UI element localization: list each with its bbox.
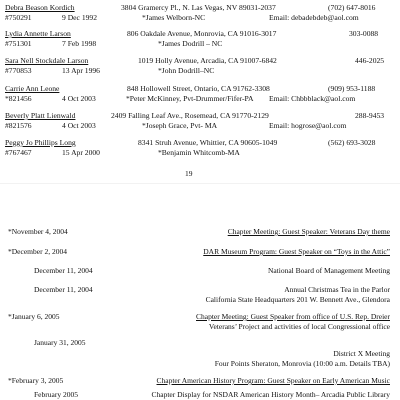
- member-address: 2409 Falling Leaf Ave., Rosemead, CA 91770-2129: [111, 111, 269, 120]
- event-date: *February 3, 2005: [8, 376, 64, 385]
- member-address: 806 Oakdale Avenue, Monrovia, CA 91016-3017: [127, 29, 277, 38]
- page-break: [0, 183, 400, 184]
- member-phone: (702) 647-8016: [328, 3, 376, 12]
- member-phone: (562) 693-3028: [328, 138, 376, 147]
- member-ancestor: *Peter McKinney, Pvt-Drummer/Fifer-PA: [126, 94, 254, 103]
- member-number: #751301: [5, 39, 32, 48]
- member-ancestor: *James Dodrill – NC: [158, 39, 223, 48]
- member-phone: (909) 953-1188: [328, 84, 376, 93]
- member-ancestor: *John Dodrill–NC: [158, 66, 215, 75]
- member-address: 1019 Holly Avenue, Arcadia, CA 91007-6842: [138, 56, 277, 65]
- member-number: #821576: [5, 121, 32, 130]
- event-description: Chapter Meeting: Guest Speaker: Veterans Day theme: [227, 227, 390, 236]
- event-description: National Board of Management Meeting: [267, 266, 390, 275]
- member-ancestor: *James Welborn-NC: [142, 13, 206, 22]
- member-date: 7 Feb 1998: [62, 39, 97, 48]
- event-date: February 2005: [34, 390, 78, 399]
- member-address: 3804 Gramercy Pl., N. Las Vegas, NV 89031-2037: [121, 3, 276, 12]
- event-date: December 11, 2004: [34, 266, 93, 275]
- member-name: Carrie Ann Leone: [5, 84, 60, 93]
- event-description: Chapter Display for NSDAR American History Month– Arcadia Public Library: [151, 390, 390, 399]
- member-ancestor: *Joseph Grace, Pvt- MA: [142, 121, 218, 130]
- member-name: Lydia Annette Larson: [5, 29, 71, 38]
- member-date: 15 Apr 2000: [62, 148, 100, 157]
- event-date: *January 6, 2005: [8, 312, 60, 321]
- member-name: Debra Beason Kordich: [5, 3, 75, 12]
- event-description: California State Headquarters 201 W. Bennett Ave., Glendora: [205, 295, 390, 304]
- event-date: December 11, 2004: [34, 285, 93, 294]
- member-name: Sara Nell Stockdale Larson: [5, 56, 89, 65]
- member-date: 4 Oct 2003: [62, 94, 96, 103]
- member-phone: 303-0088: [349, 29, 379, 38]
- event-description: Chapter American History Program: Guest Speaker on Early American Music: [156, 376, 390, 385]
- page-number: 19: [185, 169, 193, 178]
- member-email: Email: debadebdeb@aol.com: [269, 13, 359, 22]
- event-description: DAR Museum Program: Guest Speaker on “Toys in the Attic”: [203, 247, 390, 256]
- member-email: Email: Chbbblack@aol.com: [269, 94, 356, 103]
- event-description: Annual Christmas Tea in the Parlor: [284, 285, 390, 294]
- event-date: January 31, 2005: [34, 338, 86, 347]
- member-name: Peggy Jo Phillips Long: [5, 138, 76, 147]
- member-phone: 446-2025: [355, 56, 385, 65]
- member-email: Email: hogrose@aol.com: [269, 121, 347, 130]
- member-date: 9 Dec 1992: [62, 13, 98, 22]
- member-ancestor: *Benjamin Whitcomb-MA: [158, 148, 240, 157]
- member-name: Beverly Platt Lienwald: [5, 111, 76, 120]
- member-number: #750291: [5, 13, 32, 22]
- event-date: *December 2, 2004: [8, 247, 67, 256]
- event-description: Chapter Meeting: Guest Speaker from office of U.S. Rep. Dreier: [196, 312, 390, 321]
- member-phone: 288-9453: [355, 111, 385, 120]
- member-address: 8341 Struh Avenue, Whittier, CA 90605-1049: [138, 138, 278, 147]
- event-description: Four Points Sheraton, Monrovia (10:00 a.m. Details TBA): [214, 359, 390, 368]
- member-date: 4 Oct 2003: [62, 121, 96, 130]
- event-description: District X Meeting: [333, 349, 390, 358]
- member-address: 848 Hollowell Street, Ontario, CA 91762-3308: [127, 84, 270, 93]
- event-description: Veterans’ Project and activities of local Congressional office: [208, 322, 390, 331]
- member-number: *821456: [5, 94, 32, 103]
- member-number: #770853: [5, 66, 32, 75]
- member-number: #767467: [5, 148, 32, 157]
- member-date: 13 Apr 1996: [62, 66, 100, 75]
- event-date: *November 4, 2004: [8, 227, 68, 236]
